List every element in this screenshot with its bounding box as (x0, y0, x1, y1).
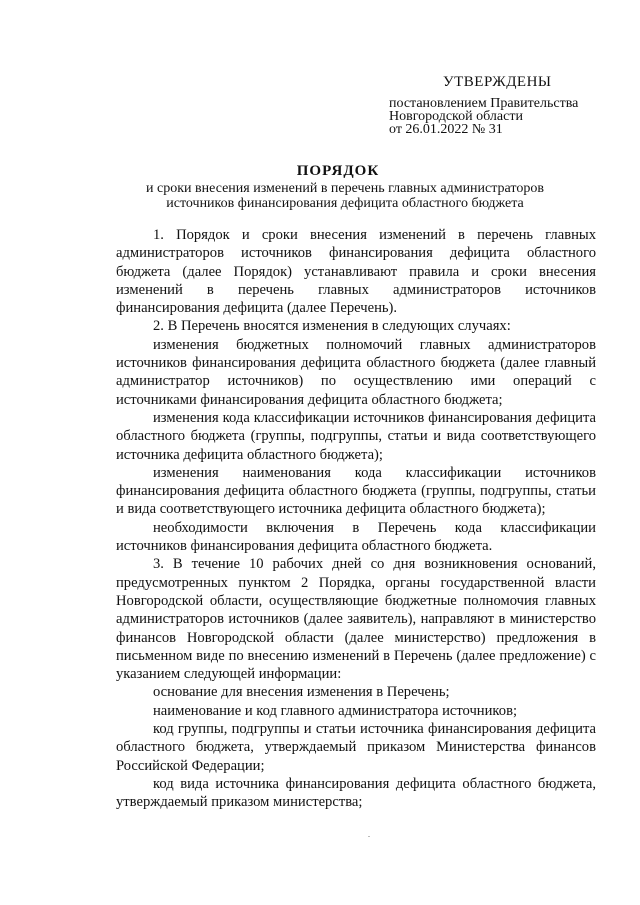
approval-heading: УТВЕРЖДЕНЫ (443, 74, 552, 90)
paragraph-3-item-1: основание для внесения изменения в Перечень; (153, 684, 450, 701)
approval-line-3: от 26.01.2022 № 31 (389, 122, 503, 137)
paragraph-2-item-4: необходимости включения в Перечень кода классификации источников финансирования дефицита областного бюджета. (116, 519, 596, 555)
paragraph-1: 1. Порядок и сроки внесения изменений в перечень главных администраторов источников финансирования дефицита областного бюджета (далее Порядок) устанавливают правила и сроки внесения изменений в перечень главных администраторов источников финансирования дефицита (далее Перечень). (116, 227, 596, 317)
paragraph-2-item-2: изменения кода классификации источников финансирования дефицита областного бюджета (группы, подгруппы, статьи и вида соответствующего источника дефицита областного бюджета); (116, 409, 596, 463)
document-body (116, 226, 596, 812)
approval-block (389, 76, 629, 136)
scan-artifact (368, 836, 370, 837)
paragraph-2: 2. В Перечень вносятся изменения в следующих случаях: (153, 318, 511, 335)
approval-line-1: постановлением Правительства (389, 96, 579, 111)
approval-line-2: Новгородской области (389, 109, 523, 124)
paragraph-3: 3. В течение 10 рабочих дней со дня возникновения оснований, предусмотренных пунктом 2 Порядка, органы государственной власти Новгородской области, осуществляющие бюджетные полномочия главных администраторов источников (далее заявитель), направляют в министерство финансов Новгородской области (далее министерство) предложения в письменном виде по внесению изменений в Перечень (далее предложение) с указанием следующей информации: (116, 556, 596, 683)
paragraph-2-item-3: изменения наименования кода классификации источников финансирования дефицита областного бюджета (группы, подгруппы, статьи и вида соответствующего источника дефицита областного бюджета); (116, 464, 596, 518)
document-subtitle: и сроки внесения изменений в перечень главных администраторов источников финансирования дефицита областного бюджета (146, 181, 544, 211)
paragraph-3-item-3: код группы, подгруппы и статьи источника финансирования дефицита областного бюджета, утверждаемый приказом Министерства финансов Российской Федерации; (116, 721, 596, 774)
paragraph-3-item-2: наименование и код главного администратора источников; (153, 702, 518, 719)
paragraph-2-item-1: изменения бюджетных полномочий главных администраторов источников финансирования дефицита областного бюджета (далее главный администратор источников) по осуществлению ими операций с источниками финансирования дефицита областного бюджета; (116, 336, 596, 408)
document-title: ПОРЯДОК (296, 163, 380, 179)
paragraph-3-item-4: код вида источника финансирования дефицита областного бюджета, утверждаемый приказом министерства; (116, 775, 596, 811)
